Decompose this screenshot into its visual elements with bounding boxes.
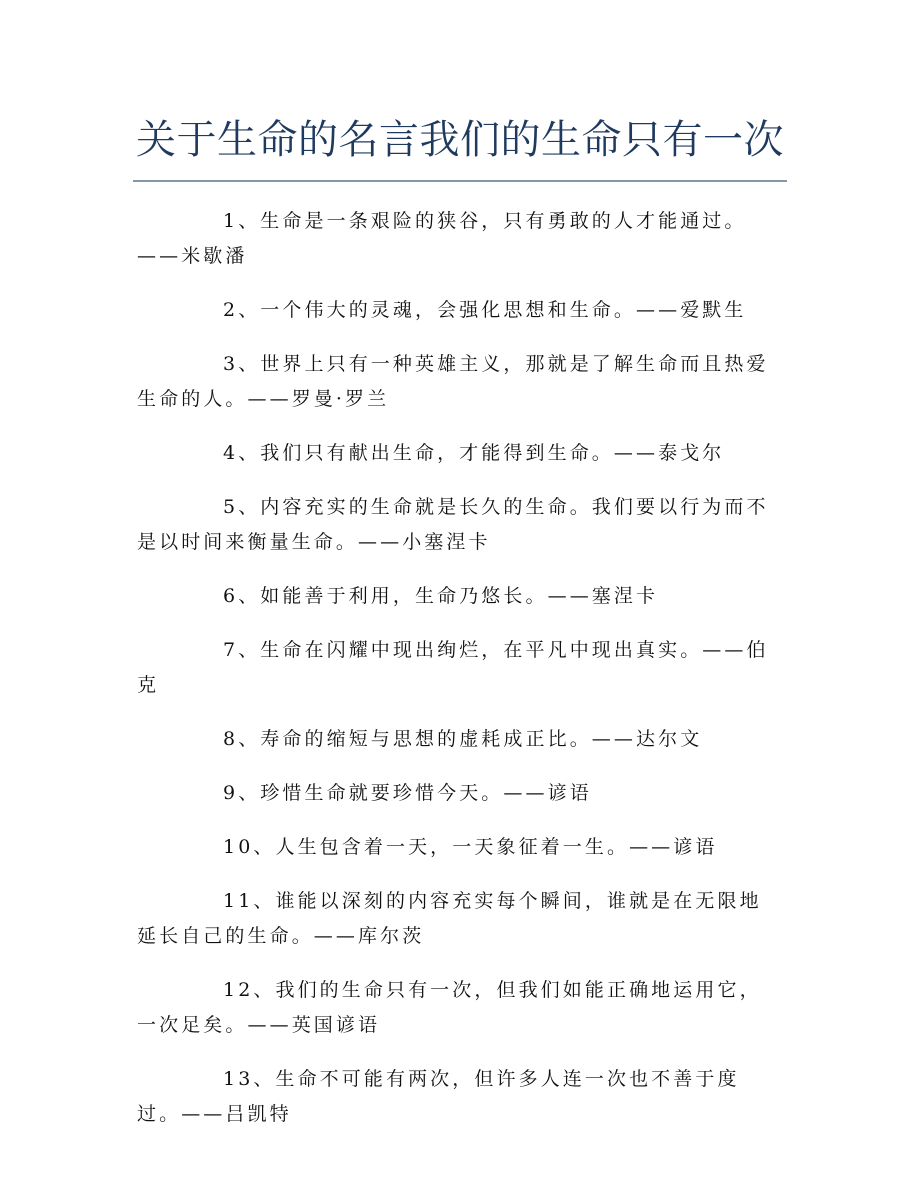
quote-item: 13、生命不可能有两次，但许多人连一次也不善于度过。——吕凯特 <box>137 1068 740 1125</box>
quote-item: 10、人生包含着一天，一天象征着一生。——谚语 <box>223 836 718 858</box>
quote-item: 11、谁能以深刻的内容充实每个瞬间，谁就是在无限地延长自己的生命。——库尔茨 <box>137 890 762 947</box>
quote-item: 4、我们只有献出生命，才能得到生命。——泰戈尔 <box>223 442 725 464</box>
quote-item: 7、生命在闪耀中现出绚烂，在平凡中现出真实。——伯克 <box>137 639 769 696</box>
quote-item: 1、生命是一条艰险的狭谷，只有勇敢的人才能通过。——米歇潘 <box>137 210 747 267</box>
quote-item: 6、如能善于利用，生命乃悠长。——塞涅卡 <box>223 585 659 607</box>
quote-item: 12、我们的生命只有一次，但我们如能正确地运用它，一次足矣。——英国谚语 <box>137 979 762 1036</box>
quote-item: 5、内容充实的生命就是长久的生命。我们要以行为而不是以时间来衡量生命。——小塞涅卡 <box>137 496 769 553</box>
quote-list <box>137 204 783 1151</box>
quote-item: 3、世界上只有一种英雄主义，那就是了解生命而且热爱生命的人。——罗曼·罗兰 <box>137 353 769 410</box>
page-title: 关于生命的名言我们的生命只有一次 <box>136 117 784 163</box>
quote-item: 9、珍惜生命就要珍惜今天。——谚语 <box>223 782 592 804</box>
quote-item: 2、一个伟大的灵魂，会强化思想和生命。——爱默生 <box>223 299 747 321</box>
title-divider <box>133 180 787 182</box>
quote-item: 8、寿命的缩短与思想的虚耗成正比。——达尔文 <box>223 728 703 750</box>
